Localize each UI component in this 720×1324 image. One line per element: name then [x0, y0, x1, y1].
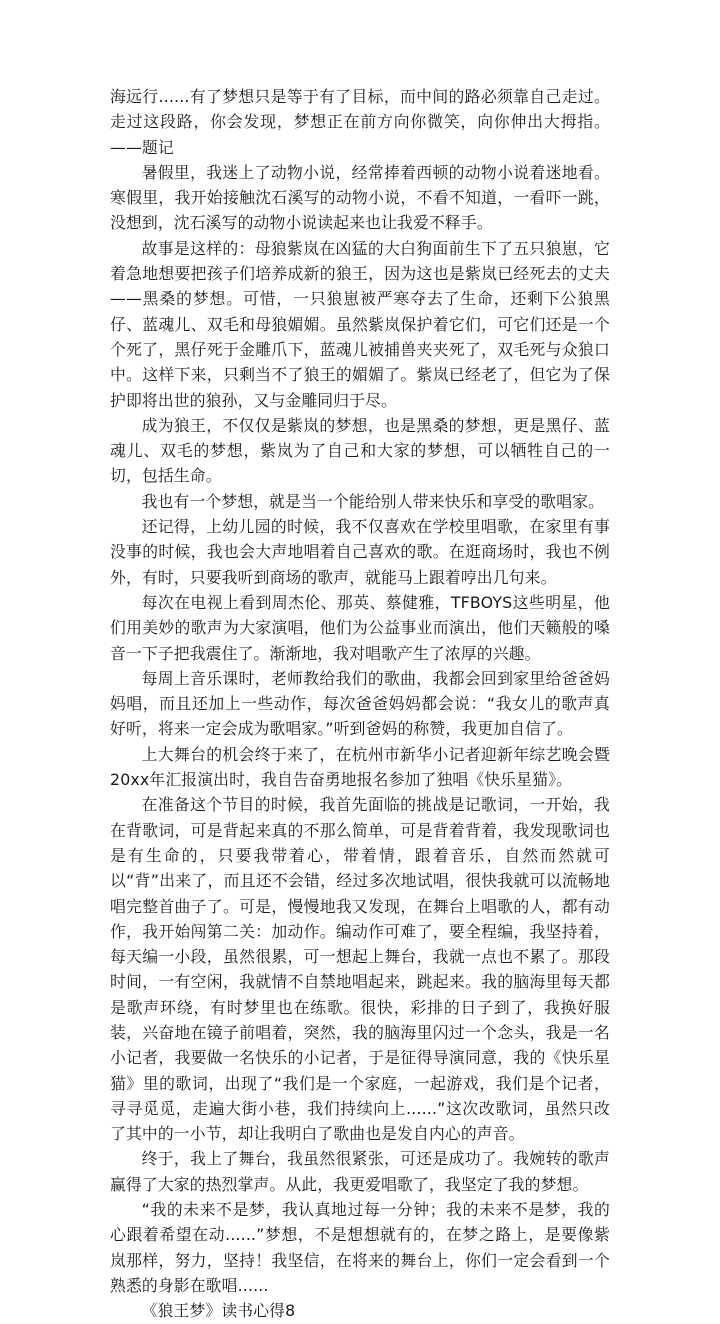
paragraph-kindergarten-memory: 还记得，上幼儿园的时候，我不仅喜欢在学校里唱歌，在家里有事没事的时候，我也会大声地唱着自己喜欢的歌。在逛商场时，我也不例外，有时，只要我听到商场的歌声，就能马上跟着哼出几句来。	[110, 517, 610, 587]
paragraph-wolf-king-dream: 成为狼王，不仅仅是紫岚的梦想，也是黑桑的梦想，更是黑仔、蓝魂儿、双毛的梦想，紫岚为了自己和大家的梦想，可以牺牲自己的一切，包括生命。	[110, 415, 610, 486]
paragraph-preparation: 在准备这个节目的时候，我首先面临的挑战是记歌词，一开始，我在背歌词，可是背起来真的不那么简单，可是背着背着，我发现歌词也是有生命的，只要我带着心，带着情，跟着音乐，自然而然就可以“背”出来了，而且还不会错，经过多次地试唱，很快我就可以流畅地唱完整首曲子了。可是，慢慢地我又发现，在舞台上唱歌的人，都有动作，我开始闯第二关：加动作。编动作可难了，要全程编，我坚持着，每天编一小段，虽然很累，可一想起上舞台，我就一点也不累了。那段时间，一有空闲，我就情不自禁地唱起来，跳起来。我的脑海里每天都是歌声环绕，有时梦里也在练歌。很快，彩排的日子到了，我换好服装，兴奋地在镜子前唱着，突然，我的脑海里闪过一个念头，我是一名小记者，我要做一名快乐的小记者，于是征得导演同意，我的《快乐星猫》里的歌词，出现了“我们是一个家庭，一起游戏，我们是个记者，寻寻觅觅，走遍大街小巷，我们持续向上......”这次改歌词，虽然只改了其中的一小节，却让我明白了歌曲也是发自内心的声音。	[110, 795, 610, 1144]
paragraph-stage-opportunity: 上大舞台的机会终于来了，在杭州市新华小记者迎新年综艺晚会暨20xx年汇报演出时，我自告奋勇地报名参加了独唱《快乐星猫》。	[110, 744, 610, 790]
paragraph-epigraph-ending: 海远行......有了梦想只是等于有了目标，而中间的路必须靠自己走过。走过这段路，你会发现，梦想正在前方向你微笑，向你伸出大拇指。——题记	[110, 87, 610, 157]
paragraph-tv-singers: 每次在电视上看到周杰伦、那英、蔡健雅，TFBOYS这些明星，他们用美妙的歌声为大家演唱，他们为公益事业而演出，他们天籁般的嗓音一下子把我震住了。渐渐地，我对唱歌产生了浓厚的兴趣。	[110, 592, 610, 663]
paragraph-music-class: 每周上音乐课时，老师教给我们的歌曲，我都会回到家里给爸爸妈妈唱，而且还加上一些动作，每次爸爸妈妈都会说：“我女儿的歌声真好听，将来一定会成为歌唱家。”听到爸妈的称赞，我更加自信了。	[110, 668, 610, 739]
paragraph-summer-reading: 暑假里，我迷上了动物小说，经常捧着西顿的动物小说着迷地看。寒假里，我开始接触沈石溪写的动物小说，不看不知道，一看吓一跳，没想到，沈石溪写的动物小说读起来也让我爱不释手。	[110, 162, 610, 233]
paragraph-story-summary: 故事是这样的：母狼紫岚在凶猛的大白狗面前生下了五只狼崽，它着急地想要把孩子们培养成新的狼王，因为这也是紫岚已经死去的丈夫——黑桑的梦想。可惜，一只狼崽被严寒夺去了生命，还剩下公狼黑仔、蓝魂儿、双毛和母狼媚媚。虽然紫岚保护着它们，可它们还是一个个死了，黑仔死于金雕爪下，蓝魂儿被捕兽夹夹死了，双毛死与众狼口中。这样下来，只剩当不了狼王的媚媚了。紫岚已经老了，但它为了保护即将出世的狼孙，又与金雕同归于尽。	[110, 238, 610, 410]
paragraph-my-dream: 我也有一个梦想，就是当一个能给别人带来快乐和享受的歌唱家。	[141, 491, 605, 511]
document-body	[110, 84, 610, 1324]
paragraph-closing: “我的未来不是梦，我认真地过每一分钟；我的未来不是梦，我的心跟着希望在动......”梦想，不是想想就有的，在梦之路上，是要像紫岚那样，努力，坚持！我坚信，在将来的舞台上，你们一定会看到一个熟悉的身影在歌唱......	[110, 1200, 610, 1295]
next-article-title: 《狼王梦》读书心得8	[141, 1301, 296, 1321]
paragraph-performance-success: 终于，我上了舞台，我虽然很紧张，可还是成功了。我婉转的歌声赢得了大家的热烈掌声。从此，我更爱唱歌了，我坚定了我的梦想。	[110, 1149, 610, 1194]
